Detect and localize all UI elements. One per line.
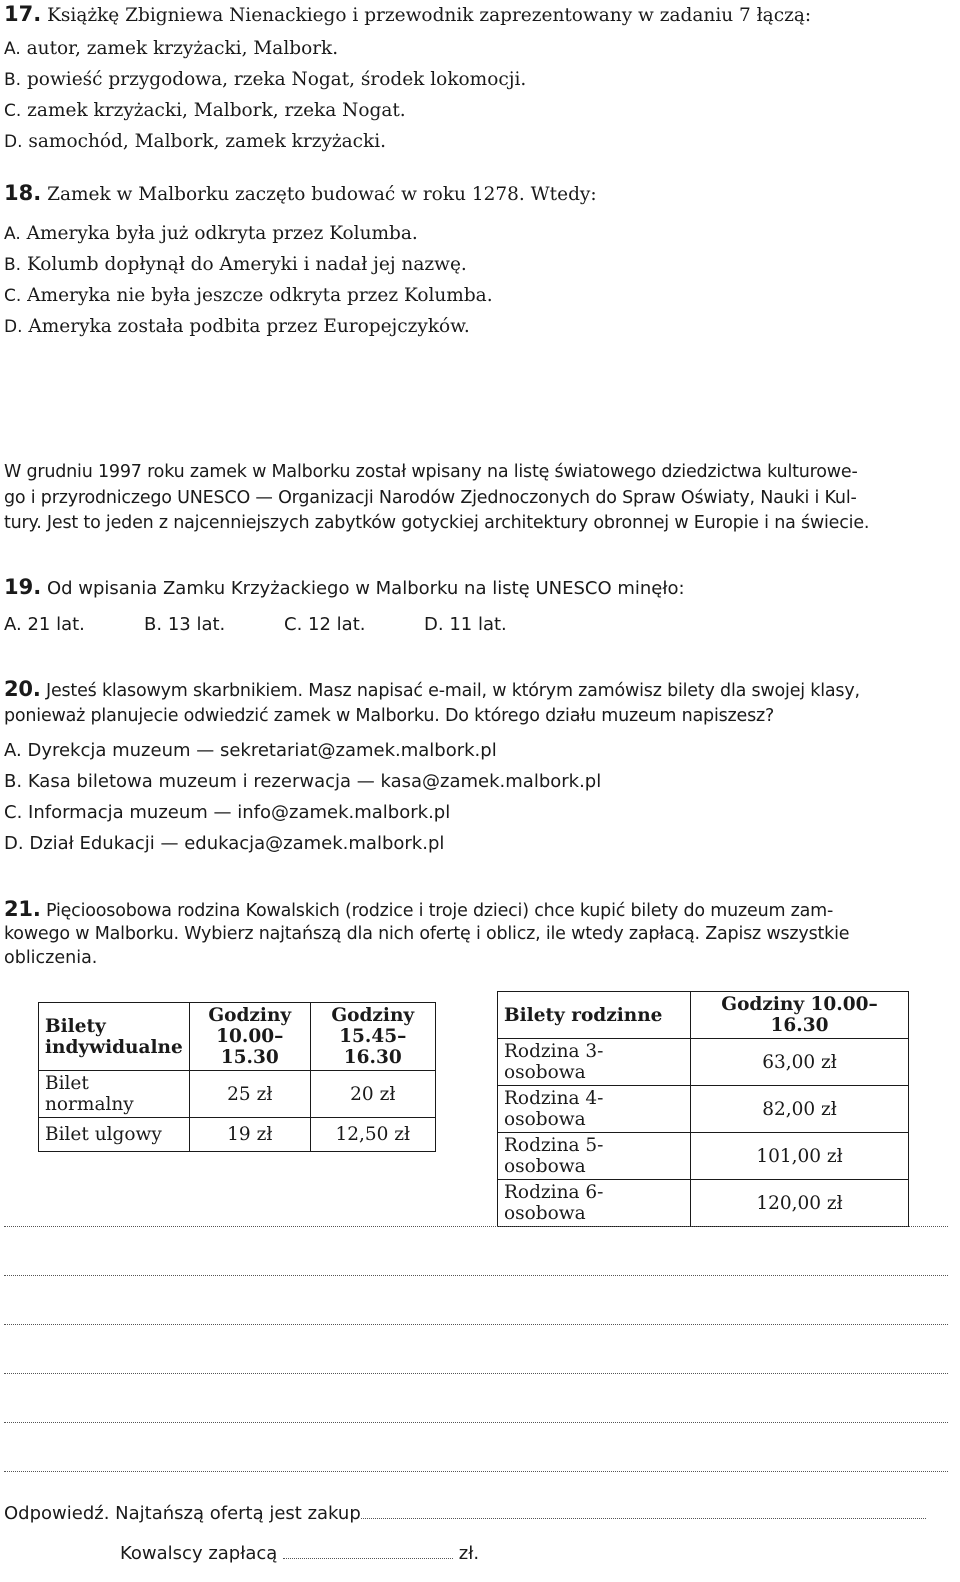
table-cell: 12,50 zł bbox=[310, 1118, 435, 1152]
answer-label: Odpowiedź. Najtańszą ofertą jest zakup bbox=[4, 1503, 361, 1524]
table-cell: Rodzina 4-osobowa bbox=[498, 1086, 691, 1133]
option-18d: D. Ameryka została podbita przez Europejczyków. bbox=[4, 316, 470, 337]
question-text: Od wpisania Zamku Krzyżackiego w Malborku na listę UNESCO minęło: bbox=[46, 578, 685, 599]
option-17c: C. zamek krzyżacki, Malbork, rzeka Nogat. bbox=[4, 100, 406, 121]
option-19d: D. 11 lat. bbox=[424, 614, 507, 635]
table-row bbox=[39, 1118, 436, 1152]
intro-line-2: go i przyrodniczego UNESCO — Organizacji Narodów Zjednoczonych do Spraw Oświaty, Nauki i Kul- bbox=[4, 488, 857, 508]
question-number: 20. bbox=[4, 677, 41, 701]
option-19b: B. 13 lat. bbox=[144, 614, 226, 635]
payment-label: Kowalscy zapłacą bbox=[120, 1543, 278, 1564]
table-cell: Rodzina 5-osobowa bbox=[498, 1133, 691, 1180]
table-row bbox=[498, 1180, 909, 1227]
table-cell: 20 zł bbox=[310, 1071, 435, 1118]
option-20d: D. Dział Edukacji — edukacja@zamek.malbork.pl bbox=[4, 833, 445, 854]
options-19 bbox=[4, 613, 564, 637]
calculation-line[interactable] bbox=[4, 1421, 948, 1423]
currency-unit: zł. bbox=[458, 1543, 480, 1564]
question-number: 17. bbox=[4, 2, 42, 26]
option-19c: C. 12 lat. bbox=[284, 614, 366, 635]
table-cell: 19 zł bbox=[189, 1118, 310, 1152]
table-cell: 25 zł bbox=[189, 1071, 310, 1118]
table-header-row bbox=[39, 1003, 436, 1071]
question-17 bbox=[4, 2, 811, 28]
table-header-cell: Godziny 10.00–16.30 bbox=[691, 992, 909, 1039]
table-cell: Rodzina 3-osobowa bbox=[498, 1039, 691, 1086]
answer-line-2 bbox=[120, 1543, 479, 1564]
calculation-line[interactable] bbox=[4, 1225, 948, 1227]
table-cell: Bilet ulgowy bbox=[39, 1118, 190, 1152]
payment-amount-field[interactable] bbox=[283, 1544, 453, 1559]
question-text-line-1: Pięcioosobowa rodzina Kowalskich (rodzice i troje dzieci) chce kupić bilety do muzeum zam- bbox=[45, 901, 834, 921]
option-17a: A. autor, zamek krzyżacki, Malbork. bbox=[4, 38, 339, 59]
table-cell: Bilet normalny bbox=[39, 1071, 190, 1118]
intro-line-1: W grudniu 1997 roku zamek w Malborku został wpisany na listę światowego dziedzictwa kulturowe- bbox=[4, 462, 858, 482]
question-19 bbox=[4, 575, 685, 601]
question-text-line-2: ponieważ planujecie odwiedzić zamek w Malborku. Do którego działu muzeum napiszesz? bbox=[4, 706, 775, 726]
calculation-line[interactable] bbox=[4, 1470, 948, 1472]
calculation-line[interactable] bbox=[4, 1323, 948, 1325]
calculation-line[interactable] bbox=[4, 1372, 948, 1374]
option-20c: C. Informacja muzeum — info@zamek.malbork.pl bbox=[4, 802, 451, 823]
family-tickets-table bbox=[497, 991, 909, 1227]
table-cell: 120,00 zł bbox=[691, 1180, 909, 1227]
table-row bbox=[498, 1039, 909, 1086]
option-20a: A. Dyrekcja muzeum — sekretariat@zamek.malbork.pl bbox=[4, 740, 497, 761]
table-cell: 63,00 zł bbox=[691, 1039, 909, 1086]
question-text-line-1: Jesteś klasowym skarbnikiem. Masz napisać e-mail, w którym zamówisz bilety dla swojej klasy, bbox=[45, 681, 860, 701]
question-text: Zamek w Malborku zaczęto budować w roku 1278. Wtedy: bbox=[47, 184, 597, 205]
table-header-cell: Bilety indywidualne bbox=[39, 1003, 190, 1071]
table-row bbox=[498, 1086, 909, 1133]
table-header-cell: Bilety rodzinne bbox=[498, 992, 691, 1039]
question-18 bbox=[4, 181, 597, 207]
option-20b: B. Kasa biletowa muzeum i rezerwacja — kasa@zamek.malbork.pl bbox=[4, 771, 602, 792]
table-cell: 101,00 zł bbox=[691, 1133, 909, 1180]
option-17d: D. samochód, Malbork, zamek krzyżacki. bbox=[4, 131, 387, 152]
option-18c: C. Ameryka nie była jeszcze odkryta przez Kolumba. bbox=[4, 285, 493, 306]
question-number: 21. bbox=[4, 897, 41, 921]
answer-line-1 bbox=[4, 1503, 926, 1524]
question-20 bbox=[4, 677, 860, 703]
question-text-line-3: obliczenia. bbox=[4, 948, 98, 968]
intro-line-3: tury. Jest to jeden z najcenniejszych zabytków gotyckiej architektury obronnej w Europie i na świecie. bbox=[4, 513, 870, 533]
table-cell: Rodzina 6-osobowa bbox=[498, 1180, 691, 1227]
calculation-line[interactable] bbox=[4, 1274, 948, 1276]
question-21 bbox=[4, 897, 833, 923]
table-cell: 82,00 zł bbox=[691, 1086, 909, 1133]
question-text: Książkę Zbigniewa Nienackiego i przewodnik zaprezentowany w zadaniu 7 łączą: bbox=[47, 5, 812, 26]
option-17b: B. powieść przygodowa, rzeka Nogat, środek lokomocji. bbox=[4, 69, 527, 90]
table-header-cell: Godziny 10.00–15.30 bbox=[189, 1003, 310, 1071]
question-number: 19. bbox=[4, 575, 42, 599]
option-18a: A. Ameryka była już odkryta przez Kolumba. bbox=[4, 223, 418, 244]
table-header-cell: Godziny 15.45–16.30 bbox=[310, 1003, 435, 1071]
option-19a: A. 21 lat. bbox=[4, 614, 85, 635]
table-row bbox=[498, 1133, 909, 1180]
option-18b: B. Kolumb dopłynął do Ameryki i nadał jej nazwę. bbox=[4, 254, 467, 275]
table-row bbox=[39, 1071, 436, 1118]
question-number: 18. bbox=[4, 181, 42, 205]
individual-tickets-table bbox=[38, 1002, 436, 1152]
table-header-row bbox=[498, 992, 909, 1039]
question-text-line-2: kowego w Malborku. Wybierz najtańszą dla nich ofertę i oblicz, ile wtedy zapłacą. Zapisz wszystkie bbox=[4, 924, 850, 944]
answer-offer-field[interactable] bbox=[361, 1504, 926, 1519]
